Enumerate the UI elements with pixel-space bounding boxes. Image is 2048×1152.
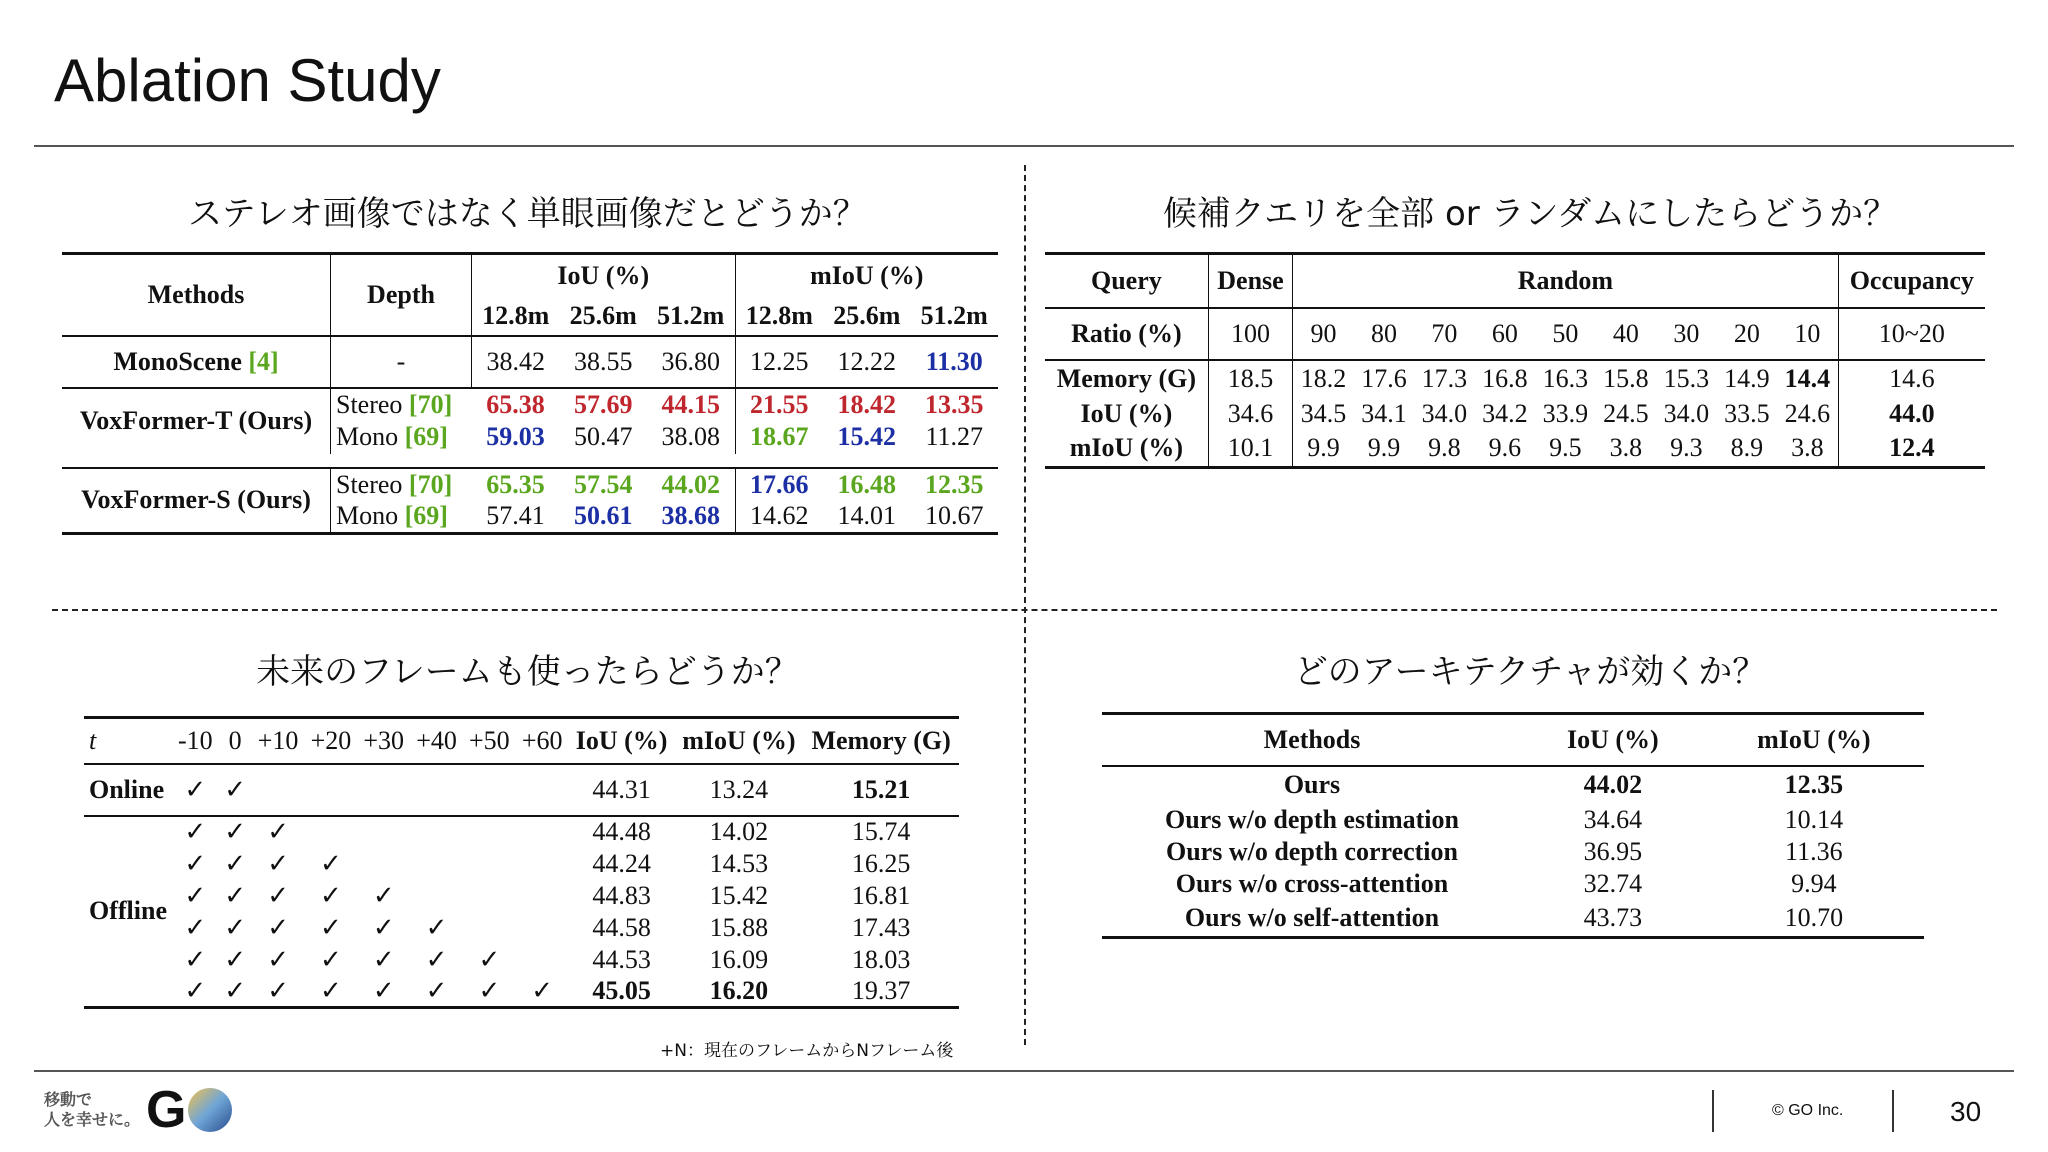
q4-header-miou: mIoU (%) — [1757, 724, 1871, 754]
frame-check — [516, 944, 569, 976]
frame-header: +10 — [257, 725, 299, 755]
value-cell: 24.6 — [1784, 398, 1831, 428]
slide-title: Ablation Study — [54, 47, 441, 114]
value-cell: 18.42 — [837, 389, 897, 419]
value-cell: 11.27 — [925, 422, 984, 451]
depth-cell — [331, 421, 472, 454]
row-label: IoU (%) — [1080, 398, 1173, 428]
value-cell: 17.3 — [1421, 364, 1468, 393]
value-cell: 15.88 — [709, 912, 769, 942]
frame-check: ✓ — [224, 817, 247, 846]
value-cell: 15.21 — [851, 774, 911, 804]
ratio-cell: 20 — [1733, 318, 1760, 348]
frame-check: ✓ — [224, 944, 247, 974]
q3-header-miou: mIoU (%) — [682, 725, 796, 755]
value-cell: 44.58 — [592, 912, 651, 942]
method-name: VoxFormer-T (Ours) — [79, 406, 313, 435]
frame-check: ✓ — [320, 975, 342, 1005]
frame-check: ✓ — [184, 880, 207, 910]
method-ref: [4] — [248, 346, 279, 376]
table-row — [1045, 360, 1985, 398]
value-cell: 15.3 — [1663, 364, 1710, 393]
table-row — [62, 336, 998, 388]
q4-title: どのアーキテクチャが効くか？ — [1293, 652, 1767, 692]
value-cell: 44.31 — [592, 774, 651, 804]
q1-range: 25.6m — [569, 301, 637, 330]
frame-check: ✓ — [184, 912, 207, 942]
frame-check: ✓ — [372, 975, 395, 1005]
frame-check — [305, 764, 358, 816]
frame-check — [305, 816, 358, 848]
frame-check: ✓ — [224, 880, 247, 910]
depth-cell — [331, 501, 472, 534]
frame-check — [516, 764, 569, 816]
horizontal-dashed-divider — [52, 609, 1997, 611]
value-cell: 57.69 — [574, 389, 633, 419]
value-cell: 57.41 — [486, 501, 545, 531]
value-cell: 10.67 — [925, 501, 984, 531]
frame-check — [410, 764, 463, 816]
value-cell: 18.67 — [735, 421, 823, 454]
value-cell: 17.43 — [851, 912, 911, 942]
q1-header-iou: IoU (%) — [472, 254, 736, 298]
row-spacer — [62, 454, 998, 468]
q2-header-random: Random — [1517, 265, 1614, 295]
copyright: © GO Inc. — [1772, 1102, 1844, 1119]
frame-header: +40 — [416, 725, 457, 755]
frame-check: ✓ — [267, 848, 289, 878]
table-row — [1045, 430, 1985, 468]
value-cell: 11.30 — [925, 346, 983, 376]
ratio-cell: 10~20 — [1838, 308, 1985, 360]
method-name: MonoScene — [113, 346, 242, 376]
value-cell: 18.5 — [1208, 360, 1292, 398]
ratio-cell: 90 — [1310, 318, 1337, 348]
value-cell: 32.74 — [1583, 868, 1643, 898]
value-cell: 65.35 — [486, 469, 545, 499]
value-cell: 9.8 — [1428, 432, 1461, 462]
ratio-cell: 10 — [1794, 318, 1821, 348]
frame-check — [410, 848, 463, 880]
value-cell: 16.3 — [1542, 364, 1589, 393]
frame-check: ✓ — [184, 774, 207, 804]
frame-check — [463, 848, 516, 880]
value-cell: 38.68 — [661, 501, 720, 531]
frame-check: ✓ — [267, 817, 289, 846]
frame-check: ✓ — [267, 880, 289, 910]
q1-range: 12.8m — [735, 298, 823, 336]
value-cell: 38.55 — [574, 346, 633, 376]
q2-header-dense: Dense — [1208, 254, 1292, 308]
value-cell: 36.80 — [661, 346, 720, 376]
value-cell: 16.20 — [709, 975, 769, 1005]
value-cell: 43.73 — [1583, 902, 1643, 932]
frame-check: ✓ — [372, 944, 395, 974]
value-cell: 9.94 — [1791, 868, 1837, 898]
logo-tagline — [44, 1090, 140, 1130]
value-cell: 16.09 — [709, 944, 769, 974]
ratio-cell: 70 — [1431, 318, 1458, 348]
depth-ref: [69] — [404, 422, 448, 451]
method-name: Ours w/o self-attention — [1184, 902, 1440, 932]
value-cell: 33.5 — [1724, 398, 1770, 428]
q2-table — [1045, 252, 1985, 469]
depth-type: Mono — [336, 422, 399, 451]
value-cell: 34.5 — [1300, 398, 1347, 428]
frame-check — [410, 816, 463, 848]
table-row — [1102, 804, 1924, 836]
footer-separator — [1892, 1090, 1894, 1132]
frame-check — [463, 764, 516, 816]
title-divider — [34, 145, 2014, 147]
value-cell: 15.74 — [851, 817, 911, 846]
table-row — [84, 944, 959, 976]
frame-check: ✓ — [531, 975, 554, 1005]
value-cell: 3.8 — [1791, 432, 1824, 462]
value-cell: 16.8 — [1482, 364, 1528, 393]
frame-check: ✓ — [478, 944, 501, 974]
frame-header: +20 — [310, 725, 352, 755]
value-cell: 34.0 — [1421, 398, 1468, 428]
value-cell: 57.54 — [574, 469, 633, 499]
q2-title: 候補クエリを全部 or ランダムにしたらどうか？ — [1162, 194, 1898, 234]
value-cell: 12.35 — [925, 469, 984, 499]
method-name: Ours w/o cross-attention — [1175, 868, 1449, 898]
value-cell: 10.1 — [1208, 430, 1292, 468]
value-cell: 15.8 — [1603, 364, 1649, 393]
frame-check — [463, 912, 516, 944]
value-cell: 34.2 — [1482, 398, 1528, 428]
table-row — [84, 880, 959, 912]
online-label: Online — [89, 774, 165, 804]
value-cell: 44.02 — [1583, 770, 1643, 799]
q1-range: 25.6m — [833, 301, 901, 330]
value-cell: 11.36 — [1785, 836, 1843, 866]
table-row — [84, 976, 959, 1008]
q3-offline-section — [84, 816, 959, 1008]
value-cell: 45.05 — [592, 975, 651, 1005]
table-row — [1102, 766, 1924, 804]
value-cell: 16.81 — [851, 880, 911, 910]
value-cell: 44.83 — [592, 880, 651, 910]
value-cell: 44.24 — [592, 848, 651, 878]
value-cell: 38.08 — [661, 422, 720, 451]
value-cell: 50.61 — [574, 501, 633, 531]
frame-check: ✓ — [267, 975, 289, 1005]
frame-check — [463, 816, 516, 848]
q3-header-memory: Memory (G) — [811, 725, 951, 755]
footer-divider — [34, 1070, 2014, 1072]
frame-check — [357, 816, 410, 848]
value-cell: 9.5 — [1549, 432, 1582, 462]
value-cell: 9.3 — [1670, 432, 1703, 462]
value-cell: 44.02 — [661, 469, 720, 499]
depth-ref: [69] — [404, 501, 448, 531]
value-cell: 65.38 — [486, 389, 545, 419]
frame-check — [252, 764, 305, 816]
frame-check: ✓ — [184, 817, 207, 846]
depth-type: Stereo — [336, 389, 403, 419]
value-cell: 8.9 — [1730, 432, 1764, 462]
q1-range: 51.2m — [657, 301, 725, 330]
vertical-dashed-divider — [1024, 165, 1026, 1045]
logo-letter-o — [188, 1088, 232, 1132]
value-cell: 12.4 — [1838, 430, 1985, 468]
frame-check: ✓ — [320, 912, 342, 942]
depth-cell: - — [331, 336, 472, 388]
q1-range: 51.2m — [920, 301, 988, 330]
value-cell: 34.1 — [1361, 398, 1407, 428]
frame-check: ✓ — [184, 848, 207, 878]
value-cell: 16.48 — [837, 469, 897, 499]
value-cell: 9.9 — [1307, 432, 1340, 462]
q1-header-methods: Methods — [147, 279, 245, 309]
logo-tagline-line: 移動で — [44, 1090, 93, 1109]
value-cell: 15.42 — [837, 422, 897, 451]
value-cell: 44.15 — [661, 389, 720, 419]
frame-check: ✓ — [478, 975, 501, 1005]
frame-check: ✓ — [320, 880, 342, 910]
page-number: 30 — [1950, 1096, 1982, 1127]
value-cell: 34.6 — [1208, 398, 1292, 430]
value-cell: 36.95 — [1583, 836, 1643, 866]
frame-check: ✓ — [425, 944, 448, 974]
frame-check — [410, 880, 463, 912]
frame-header: -10 — [177, 725, 213, 755]
depth-cell — [331, 388, 472, 421]
q1-header-miou: mIoU (%) — [735, 254, 998, 298]
depth-type: Mono — [336, 501, 399, 531]
q1-title: ステレオ画像ではなく単眼画像だとどうか？ — [188, 194, 867, 234]
q4-header-iou: IoU (%) — [1566, 724, 1659, 754]
frame-check: ✓ — [372, 912, 395, 942]
frame-header: +50 — [469, 725, 510, 755]
table-row — [84, 816, 959, 848]
value-cell: 10.14 — [1784, 804, 1844, 834]
method-name: VoxFormer-S (Ours) — [81, 485, 311, 515]
value-cell: 14.53 — [709, 848, 769, 878]
table-row — [84, 764, 959, 816]
table-row — [1102, 868, 1924, 900]
value-cell: 13.35 — [925, 389, 984, 419]
ratio-cell: 100 — [1208, 308, 1292, 360]
depth-cell — [331, 468, 472, 501]
q3-header-iou: IoU (%) — [575, 725, 668, 755]
depth-ref: [70] — [408, 389, 453, 419]
value-cell: 24.5 — [1603, 398, 1649, 428]
ratio-cell: 40 — [1612, 318, 1639, 348]
value-cell: 18.03 — [851, 944, 911, 974]
table-row — [62, 468, 998, 501]
table-row — [1102, 836, 1924, 868]
value-cell: 14.9 — [1724, 364, 1770, 393]
row-label: mIoU (%) — [1069, 432, 1184, 462]
ratio-cell: 80 — [1370, 318, 1397, 348]
value-cell: 44.53 — [592, 944, 651, 974]
footer-separator — [1712, 1090, 1714, 1132]
frame-check — [516, 912, 569, 944]
row-label: Memory (G) — [1056, 364, 1197, 393]
go-logo-mark — [146, 1083, 236, 1135]
frame-check — [516, 848, 569, 880]
q1-method-cell — [62, 336, 331, 388]
value-cell: 21.55 — [735, 388, 823, 421]
frame-check: ✓ — [320, 848, 342, 878]
logo-letter-g: G — [146, 1083, 187, 1135]
value-cell: 34.0 — [1663, 398, 1710, 428]
frame-check — [516, 816, 569, 848]
q3-table — [84, 716, 959, 1009]
value-cell: 34.64 — [1583, 804, 1643, 834]
value-cell: 17.66 — [735, 468, 823, 501]
value-cell: 44.0 — [1838, 398, 1985, 430]
depth-ref: [70] — [408, 469, 453, 499]
frame-check: ✓ — [267, 944, 289, 974]
frame-check: ✓ — [224, 975, 247, 1005]
offline-label: Offline — [89, 896, 167, 926]
frame-check: ✓ — [267, 912, 289, 942]
value-cell: 59.03 — [486, 422, 545, 451]
frame-check: ✓ — [224, 912, 247, 942]
value-cell: 16.25 — [851, 848, 911, 878]
frame-check: ✓ — [224, 774, 247, 804]
value-cell: 12.22 — [837, 346, 897, 376]
table-row — [1102, 900, 1924, 938]
method-name: Ours w/o depth estimation — [1165, 804, 1459, 834]
method-name: Ours w/o depth correction — [1166, 836, 1458, 866]
value-cell: 9.6 — [1488, 432, 1522, 462]
value-cell: 14.62 — [735, 501, 823, 534]
frame-check: ✓ — [320, 944, 342, 974]
q4-table — [1102, 712, 1924, 939]
frame-check: ✓ — [372, 880, 395, 910]
q3-title: 未来のフレームも使ったらどうか？ — [256, 652, 799, 692]
value-cell: 3.8 — [1609, 432, 1643, 462]
frame-check — [357, 764, 410, 816]
method-name: Ours — [1283, 770, 1341, 799]
frame-header: 0 — [228, 725, 242, 755]
frame-check: ✓ — [184, 975, 207, 1005]
value-cell: 10.70 — [1784, 902, 1844, 932]
value-cell: 18.2 — [1300, 364, 1347, 393]
value-cell: 9.9 — [1367, 432, 1401, 462]
value-cell: 13.24 — [709, 774, 769, 804]
frame-check — [516, 880, 569, 912]
ratio-cell: 60 — [1491, 318, 1518, 348]
q2-header-query: Query — [1091, 265, 1162, 295]
value-cell: 50.47 — [574, 422, 633, 451]
value-cell: 14.02 — [709, 817, 769, 846]
q1-table — [62, 252, 998, 535]
q3-footnote: +N：現在のフレームからNフレーム後 — [660, 1041, 954, 1061]
q4-header-methods: Methods — [1263, 724, 1361, 754]
value-cell: 33.9 — [1542, 398, 1589, 428]
frame-check: ✓ — [425, 975, 448, 1005]
value-cell: 17.6 — [1361, 364, 1407, 393]
q3-header-t: t — [89, 725, 97, 755]
q2-ratio-label: Ratio (%) — [1071, 318, 1182, 348]
ratio-cell: 50 — [1552, 318, 1579, 348]
q2-header-occupancy: Occupancy — [1838, 254, 1985, 308]
ratio-cell: 30 — [1673, 318, 1700, 348]
frame-check — [357, 848, 410, 880]
value-cell: 14.6 — [1838, 360, 1985, 398]
table-row — [84, 912, 959, 944]
go-logo — [146, 1083, 236, 1135]
frame-header: +30 — [363, 725, 405, 755]
value-cell: 15.42 — [709, 880, 769, 910]
q1-header-depth: Depth — [331, 254, 472, 336]
value-cell: 38.42 — [472, 336, 560, 388]
frame-check: ✓ — [425, 912, 448, 942]
logo-tagline-line: 人を幸せに。 — [44, 1110, 141, 1129]
value-cell: 14.01 — [837, 501, 897, 531]
table-row — [62, 388, 998, 421]
frame-check: ✓ — [224, 848, 247, 878]
frame-check: ✓ — [184, 944, 207, 974]
value-cell: 14.4 — [1784, 364, 1831, 393]
frame-header: +60 — [521, 725, 563, 755]
table-row — [84, 848, 959, 880]
value-cell: 12.25 — [735, 336, 823, 388]
table-row — [1045, 398, 1985, 430]
frame-check — [463, 880, 516, 912]
value-cell: 12.35 — [1784, 770, 1844, 799]
q3-online-section — [84, 764, 959, 816]
value-cell: 44.48 — [592, 817, 651, 846]
value-cell: 19.37 — [851, 975, 911, 1005]
q1-range: 12.8m — [472, 298, 560, 336]
depth-type: Stereo — [336, 469, 403, 499]
